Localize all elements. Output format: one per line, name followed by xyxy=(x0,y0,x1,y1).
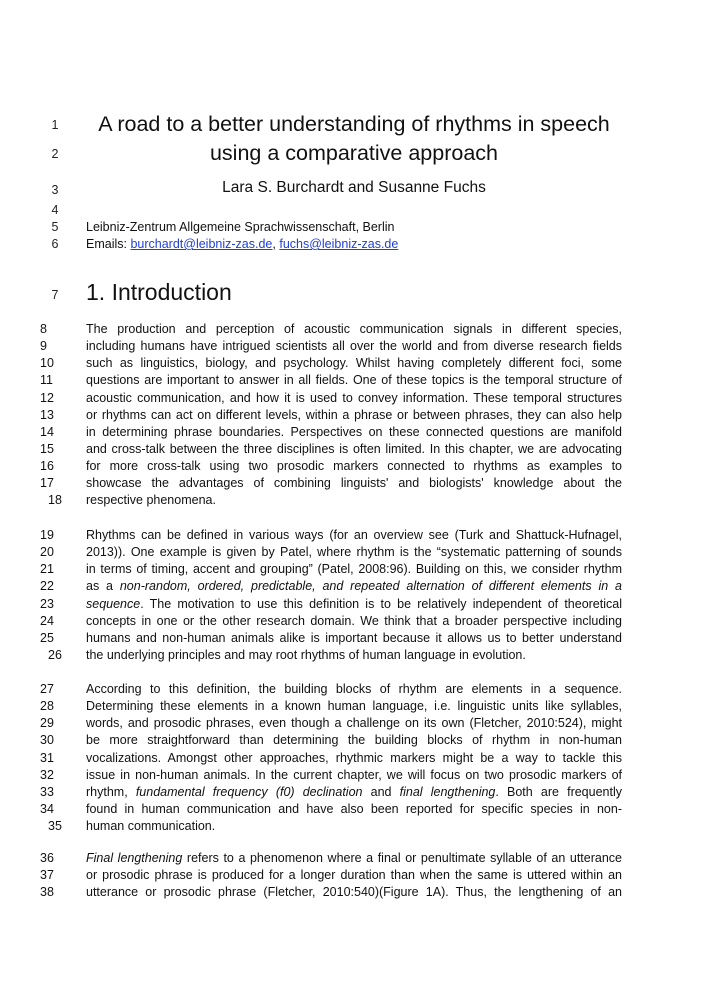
text-line: 22 as a non-random, ordered, predictable, and repeated alternation of different elements in a xyxy=(40,579,622,594)
email-link-fuchs[interactable]: fuchs@leibniz-zas.de xyxy=(279,237,399,251)
text-line: 31 vocalizations. Amongst other approaches, rhythmic markers might be a way to tackle this xyxy=(40,750,622,765)
line-number: 2 xyxy=(51,147,59,161)
text-line: 26 the underlying principles and may root rhythms of human language in evolution. xyxy=(48,647,526,662)
text-line: 18 respective phenomena. xyxy=(48,493,216,508)
line-number: 6 xyxy=(51,237,59,251)
text-line: 13 or rhythms can act on different levels, within a phrase or between phrases, they can also help xyxy=(40,407,622,422)
text-line: 36 Final lengthening refers to a phenomenon where a final or penultimate syllable of an utterance xyxy=(40,851,622,865)
text-line: 20 2013)). One example is given by Patel, where rhythm is the “systematic patterning of sounds xyxy=(40,545,622,560)
line-number: 7 xyxy=(51,288,59,302)
email-separator: , xyxy=(272,237,280,251)
paragraph-1 xyxy=(40,321,622,510)
affiliation: Leibniz-Zentrum Allgemeine Sprachwissenschaft, Berlin xyxy=(86,220,395,234)
email-link-burchardt[interactable]: burchardt@leibniz-zas.de xyxy=(130,237,273,251)
text-line: 11 questions are important to answer in all fields. One of these topics is the temporal structure of xyxy=(40,373,622,388)
text-line: 8 The production and perception of acoustic communication signals in different species, xyxy=(40,322,622,336)
text-line: 24 concepts in one or the other research domain. We think that a broader perspective including xyxy=(40,613,622,628)
paragraph-4 xyxy=(40,850,622,901)
text-line: 34 found in human communication and have also been reported for specific species in non- xyxy=(40,801,622,816)
line-number: 4 xyxy=(51,203,59,217)
text-line: 10 such as linguistics, biology, and psychology. Whilst having completely different foci, some xyxy=(40,356,622,371)
text-line: 17 showcase the advantages of combining linguists' and biologists' knowledge about the xyxy=(40,476,622,491)
email-line xyxy=(86,235,398,253)
text-line: 32 issue in non-human animals. In the current chapter, we will focus on two prosodic markers of xyxy=(40,767,622,782)
text-line: 33 rhythm, fundamental frequency (f0) declination and final lengthening. Both are frequently xyxy=(40,784,622,799)
text-line: 29 words, and prosodic phrases, even though a challenge on its own (Fletcher, 2010:524), might xyxy=(40,716,622,731)
text-line: 28 Determining these elements in a known human language, i.e. linguistic units like syllables, xyxy=(40,699,622,714)
paper-authors: Lara S. Burchardt and Susanne Fuchs xyxy=(222,179,486,196)
text-line: 37 or prosodic phrase is produced for a longer duration than when the same is uttered within an xyxy=(40,868,622,883)
paper-title-line-2: using a comparative approach xyxy=(209,141,499,165)
paragraph-2 xyxy=(40,527,622,664)
text-line: 23 sequence. The motivation to use this definition is to be relatively independent of theoretical xyxy=(40,596,622,611)
section-heading: 1. Introduction xyxy=(86,279,232,305)
emails-label: Emails: xyxy=(86,237,131,251)
text-line: 30 be more straightforward than determining the building blocks of rhythm in non-human xyxy=(40,733,622,748)
line-number: 3 xyxy=(51,183,59,197)
text-line: 9 including humans have intrigued scientists all over the world and from diverse research fields xyxy=(40,339,622,354)
text-line: 12 acoustic communication, and how it is used to convey information. These temporal structures xyxy=(40,390,622,405)
text-line: 35 human communication. xyxy=(48,819,216,834)
paper-title-line-1: A road to a better understanding of rhythms in speech xyxy=(98,112,610,136)
text-line: 19 Rhythms can be defined in various ways (for an overview see (Turk and Shattuck-Hufnagel, xyxy=(40,528,622,542)
text-line: 21 in terms of timing, accent and grouping” (Patel, 2008:96). Building on this, we consider rhythm xyxy=(40,562,622,577)
text-line: 15 and cross-talk between the three disciplines is often limited. In this chapter, we are advocating xyxy=(40,441,622,456)
line-number: 5 xyxy=(51,220,59,234)
paragraph-3 xyxy=(40,681,622,835)
line-number: 1 xyxy=(51,118,59,132)
text-line: 14 in determining phrase boundaries. Perspectives on these connected questions are manifold xyxy=(40,424,622,439)
text-line: 16 for more cross-talk using two prosodic markers connected to rhythms as examples to xyxy=(40,459,622,474)
text-line: 27 According to this definition, the building blocks of rhythm are elements in a sequence. xyxy=(40,682,622,696)
text-line: 25 humans and non-human animals alike is important because it allows us to better understand xyxy=(40,630,622,645)
text-line: 38 utterance or prosodic phrase (Fletcher, 2010:540)(Figure 1A). Thus, the lengthening of an xyxy=(40,885,622,900)
